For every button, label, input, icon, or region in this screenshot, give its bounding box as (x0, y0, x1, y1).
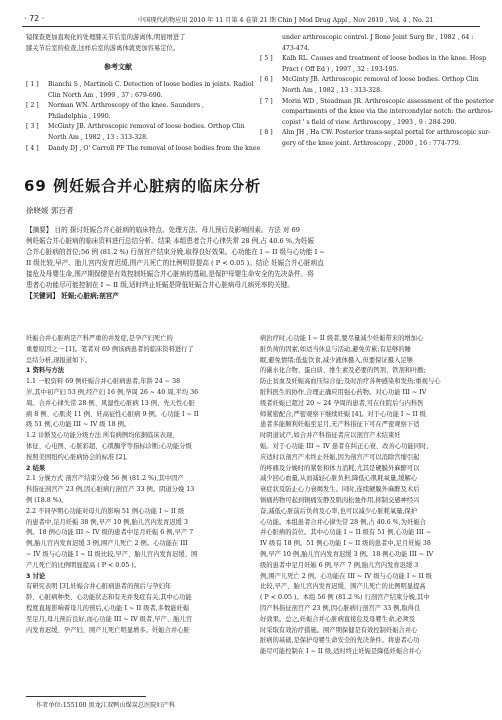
reference-line: North Am , 1982 , 13 : 313-328. (282, 86, 382, 94)
body-line: ( P < 0.05 )。本组 56 例 (81.2 %) 行剖宫产结束分娩,其中 (260, 594, 430, 602)
reference-item (26, 101, 248, 122)
abstract-line: 【摘要】 目的 探讨妊娠合并心脏病的临床特点、处理方法、母儿预后及影响因素。方法 对 69 (26, 226, 300, 234)
body-line: 产儿死亡的比例明显提高 ( P < 0.05 )。 (26, 561, 141, 569)
reference-text (282, 33, 473, 54)
body-line: 奋,减低心脏前后负荷及心率,也可以减少心脏耗氧量,保护 (260, 507, 418, 515)
references-right (260, 33, 494, 150)
body-line: 体征、心电图、心脏彩超、心肌酶学等指标诊断;心功能分级 (26, 442, 192, 450)
body-line: 眠,避免情绪;低盐饮食,减少液体摄入,但要保证摄入足够 (260, 356, 413, 364)
reference-text (282, 97, 494, 129)
body-line: 病治疗时,心功能 I ~ II 级者,要尽量减少妊娠带来的增加心 (260, 335, 424, 342)
body-line: 级的患者中足月妊娠 6 例,早产 7 例,胎儿宫内发育迟缓 3 (260, 561, 419, 569)
reference-line: Kalb RL. Causes and treatment of loose bodies in the knee. Hosp (282, 55, 487, 63)
body-line: 例,早产 10 例,胎儿宫内发育迟缓 3 例。18 例心功能 III ~ IV (260, 550, 434, 558)
body-line: 例 (18.8 %)。 (26, 496, 68, 504)
body-line: 龄、心脏病种类、心功能状态和有无并发症有关,其中心功能 (26, 594, 192, 602)
reference-line: Morin WD , Steadman JR. Arthroscopic assessment of the posterior (282, 97, 494, 105)
reference-text (48, 144, 260, 155)
footnote-rule (26, 696, 146, 697)
body-line: 患者多能顺利妊娠至足月,无产科指征下可在严密观察下适 (260, 421, 420, 429)
reference-line: Bianchi S , Martinoli C. Detection of loose bodies in joints. Radiol (48, 81, 254, 88)
keywords: 【关键词】 妊娠;心脏病;剖宫产 (26, 292, 119, 300)
body-line: 有研究表明 [3],妊娠合并心脏病患者的预后与孕妇年 (26, 583, 172, 591)
reference-line: Clin North Am , 1999 , 37 : 679-690. (48, 91, 163, 99)
reference-text (48, 101, 204, 122)
body-line: 内发育迟缓、孕产妇、围产儿死亡明显增多。妊娠合并心脏 (26, 626, 190, 634)
section-heading: 1 资料与方法 (26, 367, 65, 375)
body-line: 脏病的基础,是保护母婴生命安全的先决条件。将患者心功 (260, 637, 420, 645)
reference-number (260, 33, 282, 54)
references-left (26, 80, 261, 154)
reference-line: McGinty JB. Arthroscopic removal of loose bodies. Orthop Clin (48, 123, 245, 131)
reference-item (260, 75, 488, 96)
body-line: IV 级有 18 例。51 例心功能 I ~ II 级的患者中,足月妊娠 38 (260, 540, 431, 548)
body-line: 的碳水化合物、蛋白质、维生素及必要的钙剂、铁剂和叶酸; (260, 367, 426, 375)
reference-line: compartments of the knee via the intercondylar notch: the arthros- (282, 108, 493, 116)
reference-item (260, 97, 494, 129)
reference-line: Philadelphia , 1990. (48, 112, 111, 120)
body-line: 总结分析,现报道如下。 (26, 356, 91, 364)
body-line: 的患者中,足月妊娠 38 例,早产 10 例,胎儿宫内发育迟缓 3 (26, 518, 188, 526)
reference-number: [ 5 ] (260, 55, 273, 63)
body-line: 1.2 诊断及心功能分级方法 所有病例均依据临床表现、 (26, 432, 179, 440)
reference-text (282, 75, 479, 96)
abstract-line: II 级比较,早产、胎儿宫内发育迟缓,围产儿死亡的比例明显提高 ( P < 0.05 )。结论 妊娠合并心脏病直 (26, 259, 324, 267)
body-line: 按照美国纽约心脏病协会的标准 [2]。 (26, 453, 132, 461)
body-line: 好效果。总之,妊娠合并心脏病直接危及母婴生命,必须及 (260, 615, 416, 623)
reference-number: [ 8 ] (260, 129, 273, 137)
reference-line: Pract ( Off Ed ) , 1997 , 32 : 193-195. (282, 65, 399, 73)
abstract-line: 合并心脏病的首位;56 例 (81.2 %) 行剖宫产结束分娩,取得良好效果。心功能在 I ~ II 级与心功能 I ~ (26, 248, 325, 256)
reference-line: under arthroscopic control. J Bone Joint Surg Br , 1982 , 64 : (282, 34, 474, 41)
abstract-line: 患者心功能尽可能控制在 I ~ II 级,适时终止妊娠是降低妊娠合并心脏病母儿病死率的关键。 (26, 281, 294, 289)
body-line: 师紧密配合,严密观察下继续妊娠 [4]。对于心功能 I ~ II 级 (260, 410, 426, 418)
body-line: 因产科指征剖宫产 23 例,因心脏病行剖宫产 33 例,取得良 (260, 604, 421, 612)
body-line: 病 8 例、心肌炎 11 例、妊高征性心脏病 9 例。心功能 I ~ II (26, 410, 199, 418)
reference-text (282, 54, 486, 75)
abstract-line: 接危及母婴生命,围产期保健是有效控制妊娠合并心脏病的基础,是保护母婴生命安全的先决条件。将 (26, 270, 314, 278)
reference-number: [ 6 ] (260, 76, 273, 84)
body-line: 能尽可能控制在 I ~ II 级,适时终止妊娠是降低妊娠合并心 (260, 648, 422, 656)
section-heading: 3 讨论 (26, 572, 46, 580)
reference-item (260, 128, 491, 149)
reference-number: [ 2 ] (26, 102, 39, 110)
reference-text (282, 128, 490, 149)
body-left-column (26, 334, 252, 636)
reference-line: Dandy DJ , O' Carroll PF The removal of loose bodies from the knee (48, 144, 261, 152)
reference-number: [ 4 ] (26, 144, 39, 152)
reference-item (26, 122, 248, 143)
body-line: 的疼痛及分娩时的紧张和体力消耗,尤其是硬膜外麻醉可以 (260, 464, 420, 472)
body-line: 时采取有效治疗措施。围产期保健是有效控制妊娠合并心 (260, 626, 418, 634)
body-line: 减少回心血量,从而减轻心脏负担,降低心肌耗氧量,缓解心 (260, 475, 418, 483)
body-line: 时阴道试产,如合并产科指征者应以剖宫产术结束妊 (260, 432, 401, 440)
body-line: 脏负荷的因素,如适当休息与活动,避免劳累;有足够的睡 (260, 345, 411, 353)
body-line: ~ IV 级与心功能 I ~ II 级比较,早产、胎儿宫内发育迟缓、围 (26, 550, 198, 558)
body-line: 应适时以剖宫产术终止妊娠,因为剖宫产可以消除宫缩引起 (260, 453, 420, 461)
body-line: 级者妊娠已超过 20 ~ 24 孕周的患者,可在住院后与内科医 (260, 399, 424, 407)
reference-text (48, 80, 254, 101)
reference-number: [ 7 ] (260, 97, 273, 105)
body-line: 镇痛药物可起到镇痛安静及肌肉松弛作用,抑制交感神经兴 (260, 496, 420, 504)
body-line: 例,胎儿宫内发育迟缓 3 例,围产儿死亡 2 例。心功能在 III (26, 540, 188, 548)
reference-line: North Am , 1982 , 13 : 313-328. (48, 133, 148, 141)
body-line: 比较,早产、胎儿宫内发育迟缓、围产儿死亡的比例明显提高 (260, 583, 426, 591)
references-title: 参考文献 (104, 63, 132, 71)
body-line: 衰症状及防止心力衰竭发生。同时,连续硬膜外麻醉及术后 (260, 486, 420, 494)
reference-item (26, 144, 261, 155)
prev-text-line: 膝关节后室的检查,这样后室的游离体就更加容易定位。 (26, 44, 180, 52)
body-line: 重要原因之一 [1]。笔者对 69 例该病患者的临床资料进行了 (26, 345, 194, 353)
reference-item (260, 33, 488, 54)
reference-line: copist ' s field of view. Arthroscopy , 1993 , 9 : 284-290. (282, 118, 457, 126)
body-right-column (260, 334, 488, 658)
body-line: 例,围产儿死亡 2 例。心功能在 III ~ IV 级与心功能 I ~ II 级 (260, 572, 432, 580)
journal-header: 中国现代药物应用 2010 年 11 月第 4 卷第 21 期 Chin J Mod Drug Appl , Nov 2010 , Vol. 4 , No. 21 (138, 17, 434, 24)
abstract-line: 例妊娠合并心脏病的临床资料进行总结分析。结果 本组患者合并心律失常 28 例,占 40.6 %,为妊娠 (26, 237, 314, 245)
body-line: 1.1 一般资料 69 例妊娠合并心脏病患者,年龄 24 ~ 38 (26, 378, 181, 386)
body-line: 脏科医生的协作,合理正确应用强心药物。对心功能 III ~ IV (260, 388, 427, 396)
section-heading: 2 结果 (26, 464, 46, 472)
body-line: 例。18 例心功能 III ~ IV 级的患者中足月妊娠 6 例,早产 7 (26, 529, 194, 537)
article-title: 69 例妊娠合并心脏病的临床分析 (24, 177, 262, 195)
body-line: 至足月,母儿预后良好,而心功能 III ~ IV 级者,早产、胎儿宫 (26, 615, 193, 623)
body-line: 级 51 例,心功能 III ~ IV 级 18 例。 (26, 421, 131, 429)
reference-number: [ 1 ] (26, 81, 39, 88)
reference-text (48, 122, 245, 143)
body-line: 并心脏病的首位。其中心功能 I ~ II 级有 51 例,心功能 III ~ (260, 529, 432, 537)
abstract (26, 225, 481, 302)
reference-item (26, 80, 254, 101)
body-line: 程度直接影响着母儿的预后,心功能 I ~ II 级者,多数能妊娠 (26, 604, 190, 612)
reference-line: Norman WN. Arthroscopy of the knee. Saunders , (48, 102, 204, 110)
body-line: 2.2 不同孕期心功能对母儿的影响 51 例心功能 I ~ II 级 (26, 507, 185, 515)
reference-line: gery of the knee joint. Arthroscopy , 2000 , 16 : 774-779. (282, 139, 461, 147)
body-line: 周。合并心律失常 28 例、风湿性心脏病 13 例、先天性心脏 (26, 399, 195, 407)
body-line: 心功能。本组患者合并心律失常 28 例,占 40.6 %,为妊娠合 (260, 518, 426, 526)
prev-text-line: 镜探查更加直观化的处理膝关节后室的游离体,明显增进了 (26, 34, 186, 41)
body-line: 防止贫血及妊娠高血压综合征;及时治疗各种感染和发热;重视与心 (260, 378, 441, 386)
page-number: · 72 · (24, 14, 45, 23)
body-line: 妊娠合并心脏病是产科严重的并发症,是孕产妇死亡的 (26, 335, 173, 342)
reference-item (260, 54, 488, 75)
prev-article-text (26, 33, 246, 54)
reference-line: 473-474. (282, 44, 310, 52)
reference-line: McGinty JB. Arthroscopic removal of loose bodies. Orthop Clin (282, 76, 479, 84)
header-rule (22, 26, 480, 27)
body-line: 2.1 分娩方式 剖宫产结束分娩 56 例 (81.2 %),其中因产 (26, 475, 184, 483)
reference-number: [ 3 ] (26, 123, 39, 131)
author-affiliation: 作者单位:155100 黑龙江双鸭山煤炭总医院妇产科 (36, 702, 176, 709)
body-line: 娠。对于心功能 III ~ IV 患者在纠正心衰、改善心功能同时, (260, 442, 429, 450)
body-line: 科指征剖宫产 23 例,因心脏病行剖宫产 33 例。阴道分娩 13 (26, 486, 195, 494)
article-authors: 徐晓媛 郭百者 (26, 206, 74, 215)
body-line: 岁,其中初产妇 53 例,经产妇 16 例,孕周 26 ~ 40 周,平均 36 (26, 388, 199, 396)
reference-line: Ahn JH , Ha CW. Posterior trans-septal portal for arthroscopic sur- (282, 129, 491, 137)
